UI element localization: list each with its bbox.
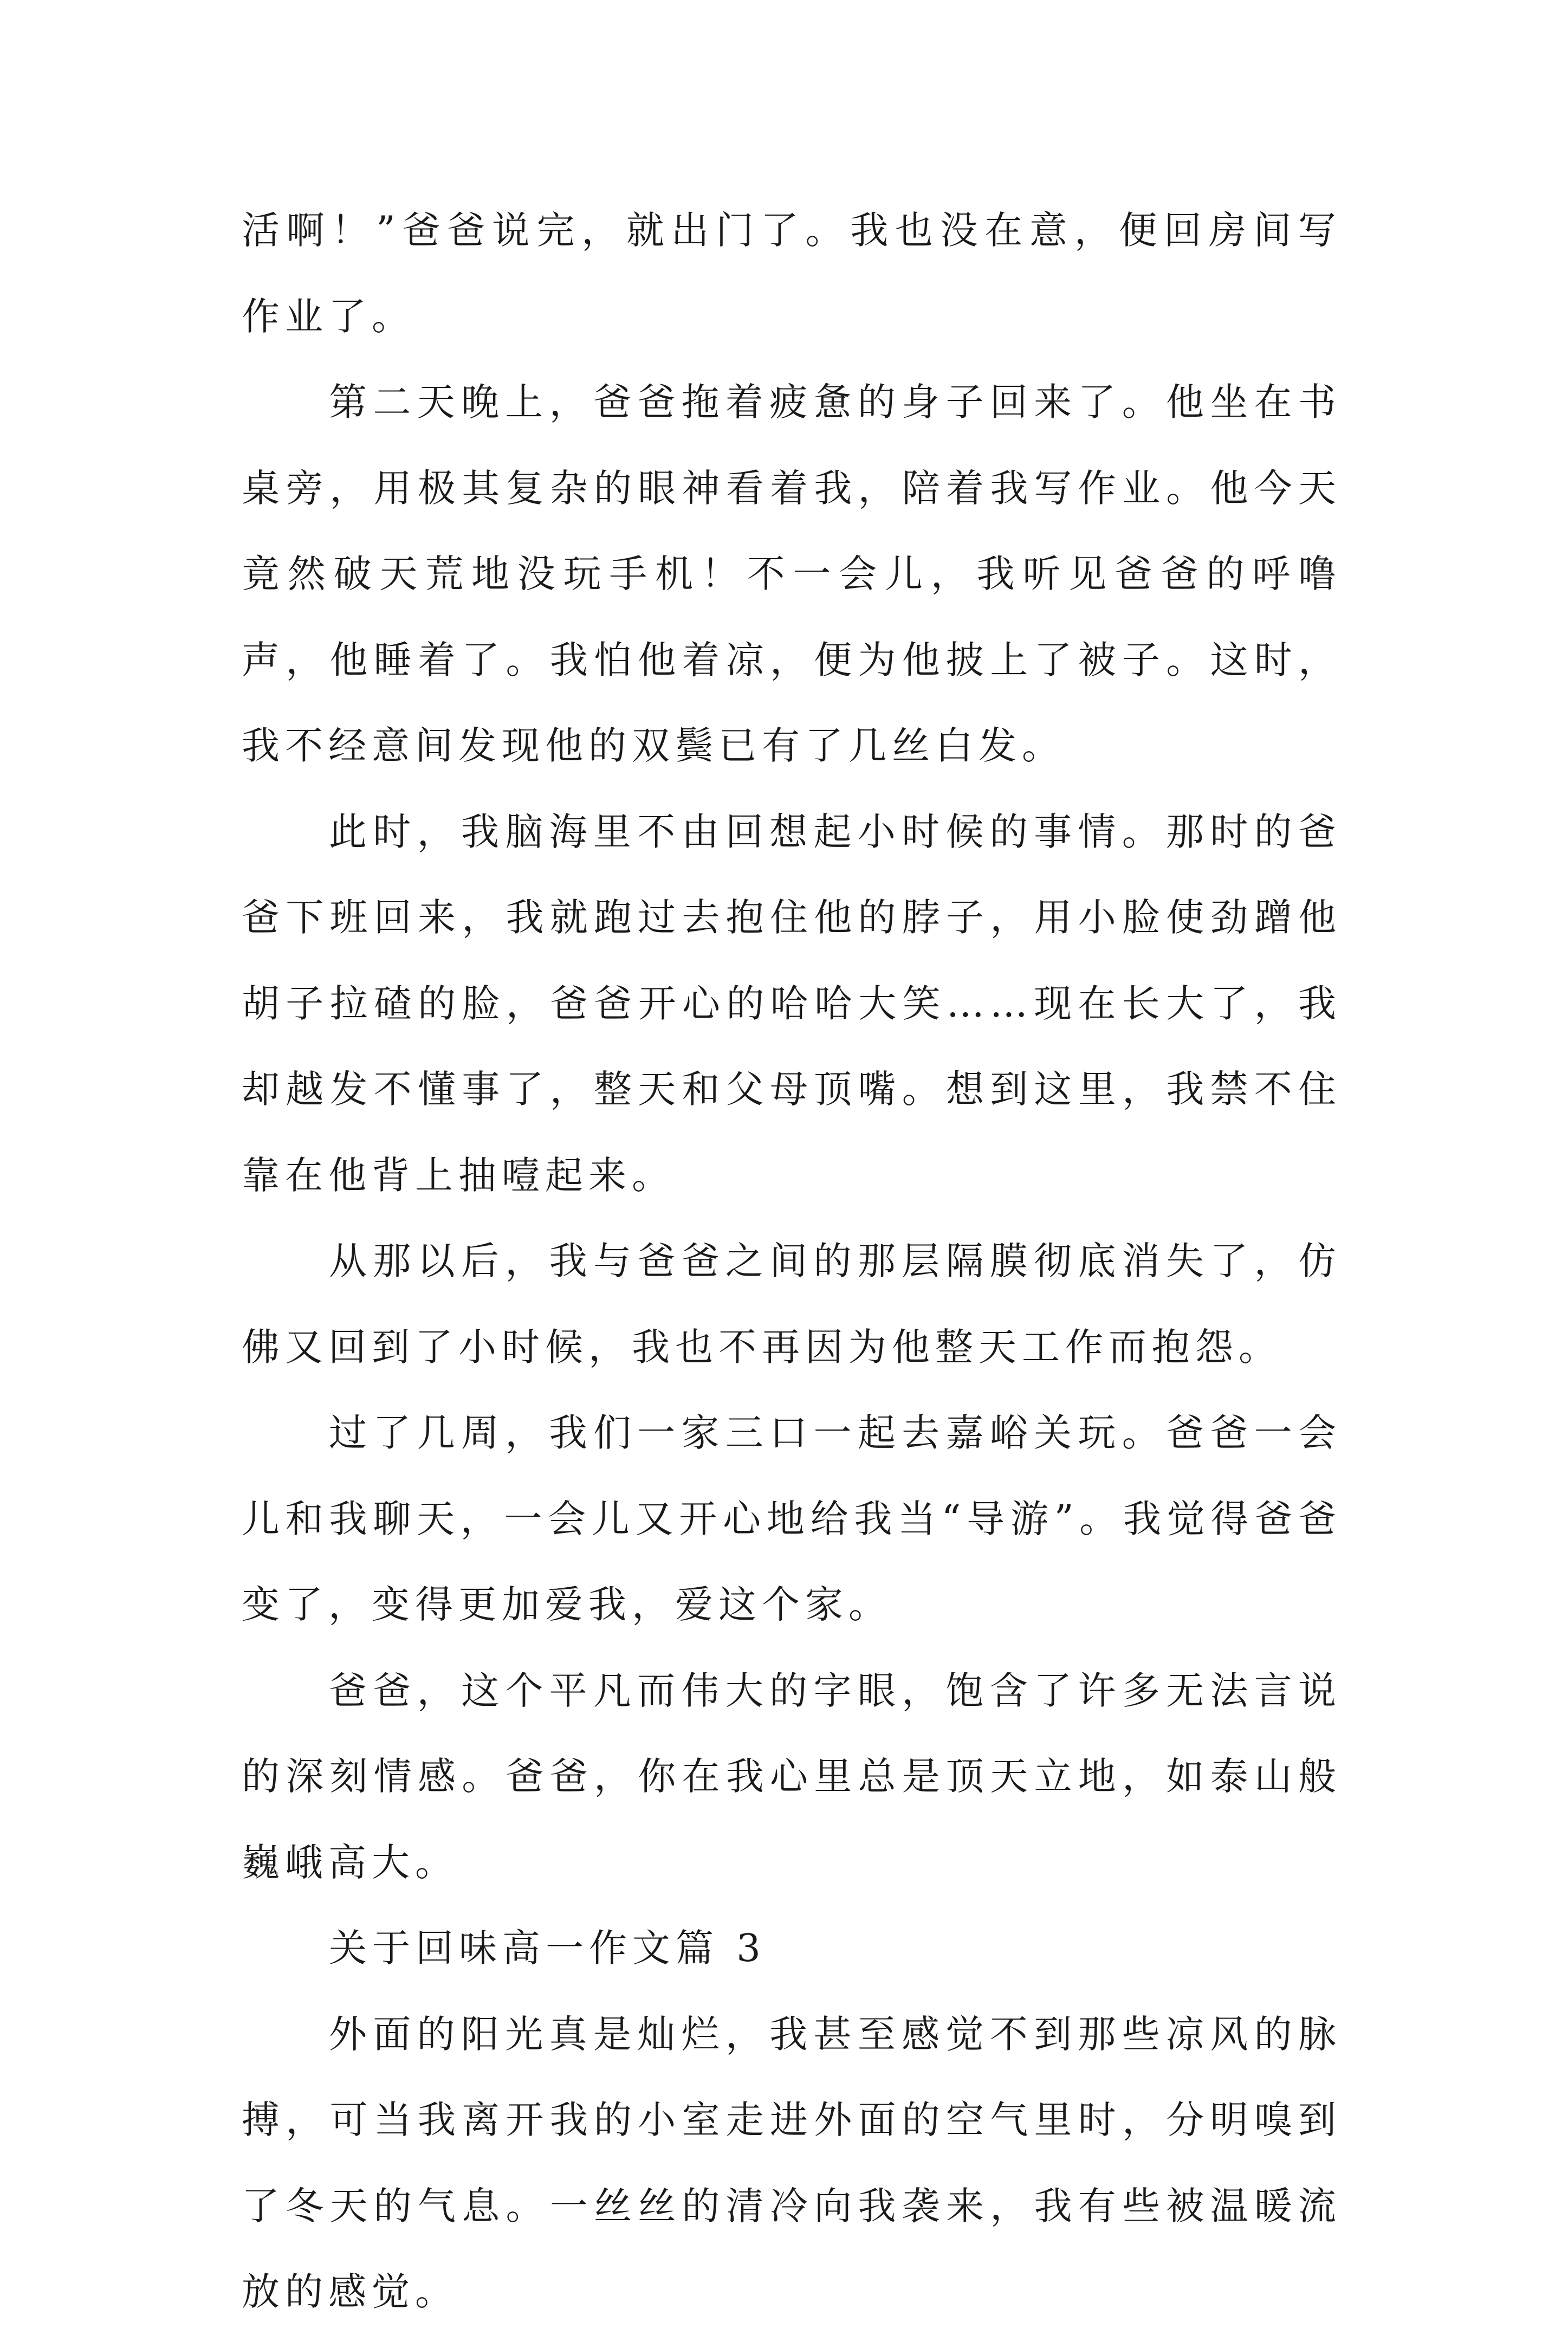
section-heading: 关于回味高一作文篇 3 — [329, 1926, 766, 1970]
document-body — [242, 187, 1342, 2335]
paragraph-4: 从那以后，我与爸爸之间的那层隔膜彻底消失了，仿佛又回到了小时候，我也不再因为他整天工作而抱怨。 — [242, 1239, 1342, 1369]
paragraph-3: 此时，我脑海里不由回想起小时候的事情。那时的爸爸下班回来，我就跑过去抱住他的脖子，用小脸使劲蹭他胡子拉碴的脸，爸爸开心的哈哈大笑……现在长大了，我却越发不懂事了，整天和父母顶嘴。想到这里，我禁不住靠在他背上抽噎起来。 — [242, 809, 1342, 1198]
paragraph-1: 活啊！”爸爸说完，就出门了。我也没在意，便回房间写作业了。 — [242, 208, 1342, 339]
paragraph-5: 过了几周，我们一家三口一起去嘉峪关玩。爸爸一会儿和我聊天，一会儿又开心地给我当“导游”。我觉得爸爸变了，变得更加爱我，爱这个家。 — [242, 1411, 1342, 1627]
paragraph-6: 爸爸，这个平凡而伟大的字眼，饱含了许多无法言说的深刻情感。爸爸，你在我心里总是顶天立地，如泰山般巍峨高大。 — [242, 1668, 1342, 1885]
paragraph-final: 外面的阳光真是灿烂，我甚至感觉不到那些凉风的脉搏，可当我离开我的小室走进外面的空气里时，分明嗅到了冬天的气息。一丝丝的清冷向我袭来，我有些被温暖流放的感觉。 — [242, 2011, 1342, 2314]
paragraph-2: 第二天晚上，爸爸拖着疲惫的身子回来了。他坐在书桌旁，用极其复杂的眼神看着我，陪着我写作业。他今天竟然破天荒地没玩手机！不一会儿，我听见爸爸的呼噜声，他睡着了。我怕他着凉，便为他披上了被子。这时，我不经意间发现他的双鬓已有了几丝白发。 — [242, 380, 1342, 768]
